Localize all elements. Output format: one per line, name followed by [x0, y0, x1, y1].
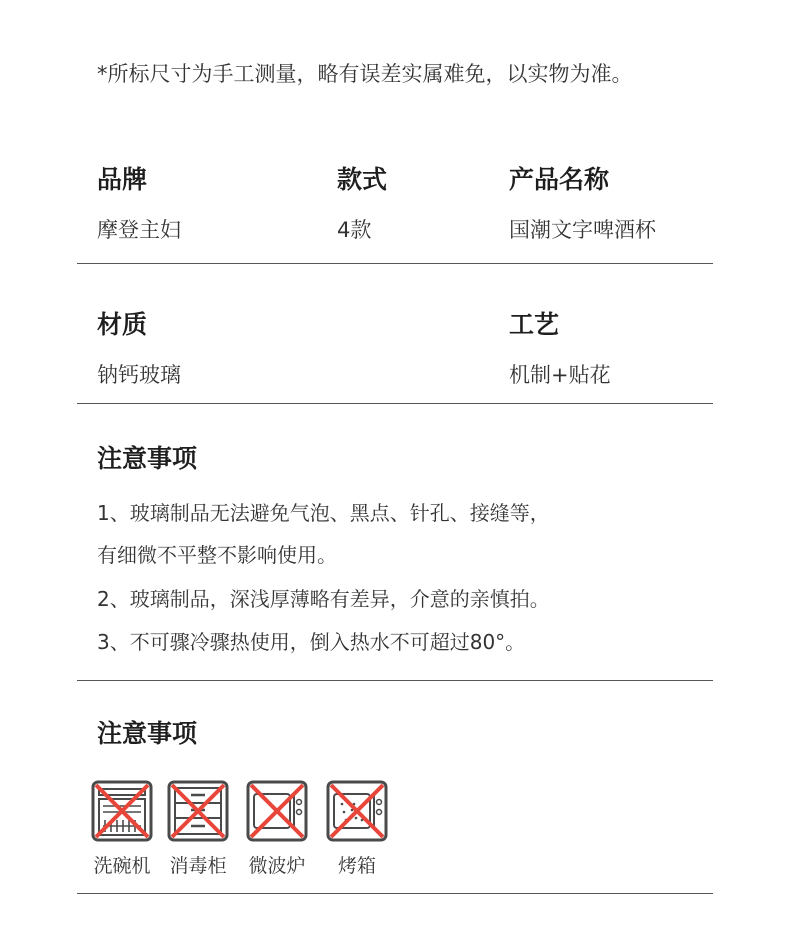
no-microwave-icon — [246, 780, 308, 842]
caution-line: 3、不可骤冷骤热使用，倒入热水不可超过80°。 — [97, 630, 526, 654]
measurement-note: *所标尺寸为手工测量，略有误差实属难免，以实物为准。 — [97, 62, 633, 86]
caution-line: 1、玻璃制品无法避免气泡、黑点、针孔、接缝等， — [97, 501, 550, 525]
no-oven-icon — [326, 780, 388, 842]
microwave-label: 微波炉 — [248, 855, 306, 877]
no-dishwasher-icon — [91, 780, 153, 842]
divider — [77, 680, 713, 681]
brand-value: 摩登主妇 — [97, 218, 181, 242]
product-name-label: 产品名称 — [509, 165, 610, 194]
divider — [77, 263, 713, 264]
brand-label: 品牌 — [97, 165, 148, 194]
oven-label: 烤箱 — [337, 855, 376, 877]
material-label: 材质 — [97, 310, 148, 339]
divider — [77, 403, 713, 404]
product-name-value: 国潮文字啤酒杯 — [509, 218, 656, 242]
prohibitions-title: 注意事项 — [97, 719, 198, 748]
cautions-title: 注意事项 — [97, 444, 198, 473]
caution-line: 2、玻璃制品，深浅厚薄略有差异，介意的亲慎拍。 — [97, 587, 550, 611]
no-sterilizer-icon — [167, 780, 229, 842]
sterilizer-label: 消毒柜 — [169, 855, 227, 877]
caution-line: 有细微不平整不影响使用。 — [97, 543, 337, 567]
craft-value: 机制+贴花 — [509, 363, 611, 387]
material-value: 钠钙玻璃 — [97, 363, 181, 387]
dishwasher-label: 洗碗机 — [93, 855, 151, 877]
style-value: 4款 — [337, 218, 372, 242]
style-label: 款式 — [337, 165, 388, 194]
craft-label: 工艺 — [509, 310, 560, 339]
divider — [77, 893, 713, 894]
